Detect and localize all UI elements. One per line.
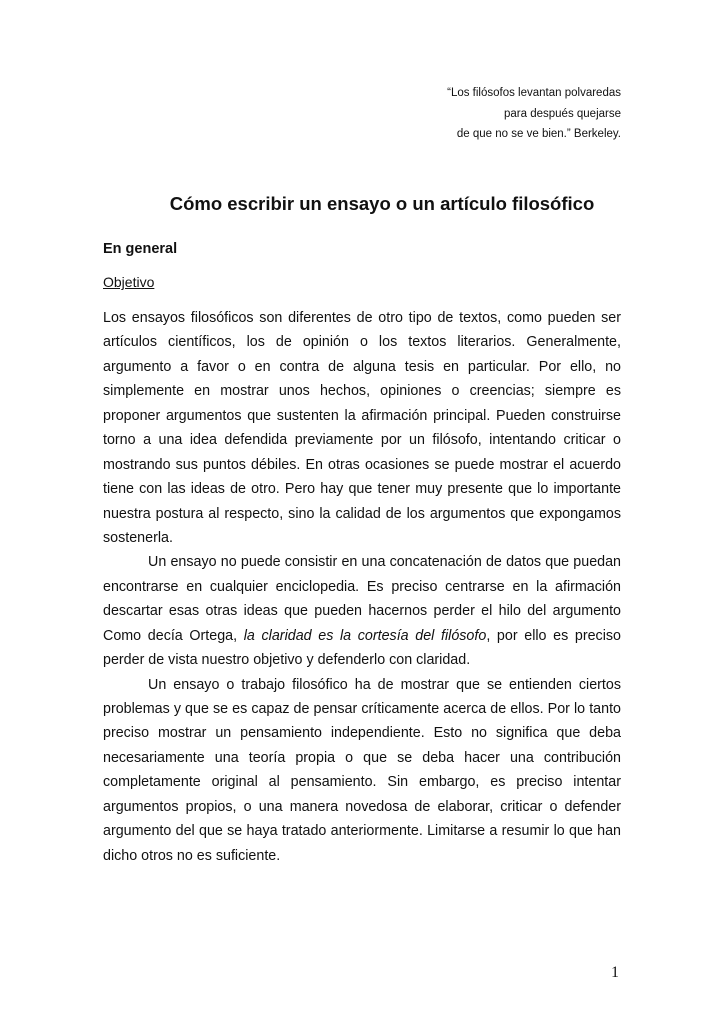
text-line: argumentos propios, o una manera novedosa de elaborar, criticar o defender	[103, 798, 621, 815]
document-body	[103, 306, 621, 868]
epigraph-line: “Los filósofos levantan polvaredas	[447, 87, 621, 99]
text-line: Los ensayos filosóficos son diferentes de otro tipo de textos, como pueden ser	[103, 310, 621, 326]
page-number: 1	[611, 964, 619, 981]
text-line: preciso mostrar un pensamiento independiente. Esto no significa que deba	[103, 725, 621, 742]
text-line	[103, 624, 621, 648]
text-line: perder de vista nuestro objetivo y defenderlo con claridad.	[103, 652, 471, 669]
document-title: Cómo escribir un ensayo o un artículo filosófico	[169, 193, 595, 214]
text-segment: Como decía Ortega,	[103, 627, 238, 644]
text-line: artículos científicos, los de opinión o los textos literarios. Generalmente,	[103, 334, 621, 351]
paragraph-1	[103, 306, 621, 550]
text-line: argumento del que se haya tratado anteriormente. Limitarse a resumir lo que han	[103, 823, 621, 840]
ortega-quote: la claridad es la cortesía del filósofo	[243, 627, 487, 644]
text-line: descartar esas otras ideas que pueden hacernos perder el hilo del argumento	[103, 603, 621, 620]
section-heading: En general	[103, 241, 178, 257]
subsection-heading: Objetivo	[103, 274, 155, 290]
text-line: completamente original al pensamiento. Sin embargo, es preciso intentar	[103, 774, 621, 791]
text-segment: , por ello es preciso	[486, 627, 621, 644]
epigraph-line: para después quejarse	[504, 107, 621, 120]
paragraph-3	[103, 673, 621, 869]
text-line: tiene con las ideas de otro. Pero hay que tener muy presente que lo importante	[103, 481, 621, 498]
text-line: problemas y que se es capaz de pensar críticamente acerca de ellos. Por lo tanto	[103, 701, 621, 717]
epigraph	[447, 83, 621, 145]
text-line: argumento a favor o en contra de alguna tesis en particular. Por ello, no	[103, 358, 621, 375]
text-line: proponer argumentos que sustenten la afirmación principal. Pueden construirse	[103, 407, 621, 424]
text-line: dicho otros no es suficiente.	[103, 847, 281, 864]
text-line: nuestra postura al respecto, sino la calidad de los argumentos que expongamos	[103, 505, 621, 522]
text-line: necesariamente una teoría propia o que se deba hacer una contribución	[103, 749, 621, 766]
text-line: Un ensayo o trabajo filosófico ha de mostrar que se entienden ciertos	[148, 676, 621, 693]
text-line: simplemente en mostrar unos hechos, opiniones o creencias; siempre es	[103, 383, 621, 400]
text-line: mostrando sus puntos débiles. En otras ocasiones se puede mostrar el acuerdo	[103, 456, 621, 473]
text-line: sostenerla.	[103, 529, 173, 546]
paragraph-2	[103, 550, 621, 672]
text-line: encontrarse en cualquier enciclopedia. Es preciso centrarse en la afirmación	[103, 578, 621, 595]
epigraph-line: de que no se ve bien.” Berkeley.	[456, 128, 621, 140]
text-line: torno a una idea defendida previamente por un filósofo, intentando criticar o	[103, 432, 621, 449]
text-line: Un ensayo no puede consistir en una concatenación de datos que puedan	[148, 554, 621, 571]
